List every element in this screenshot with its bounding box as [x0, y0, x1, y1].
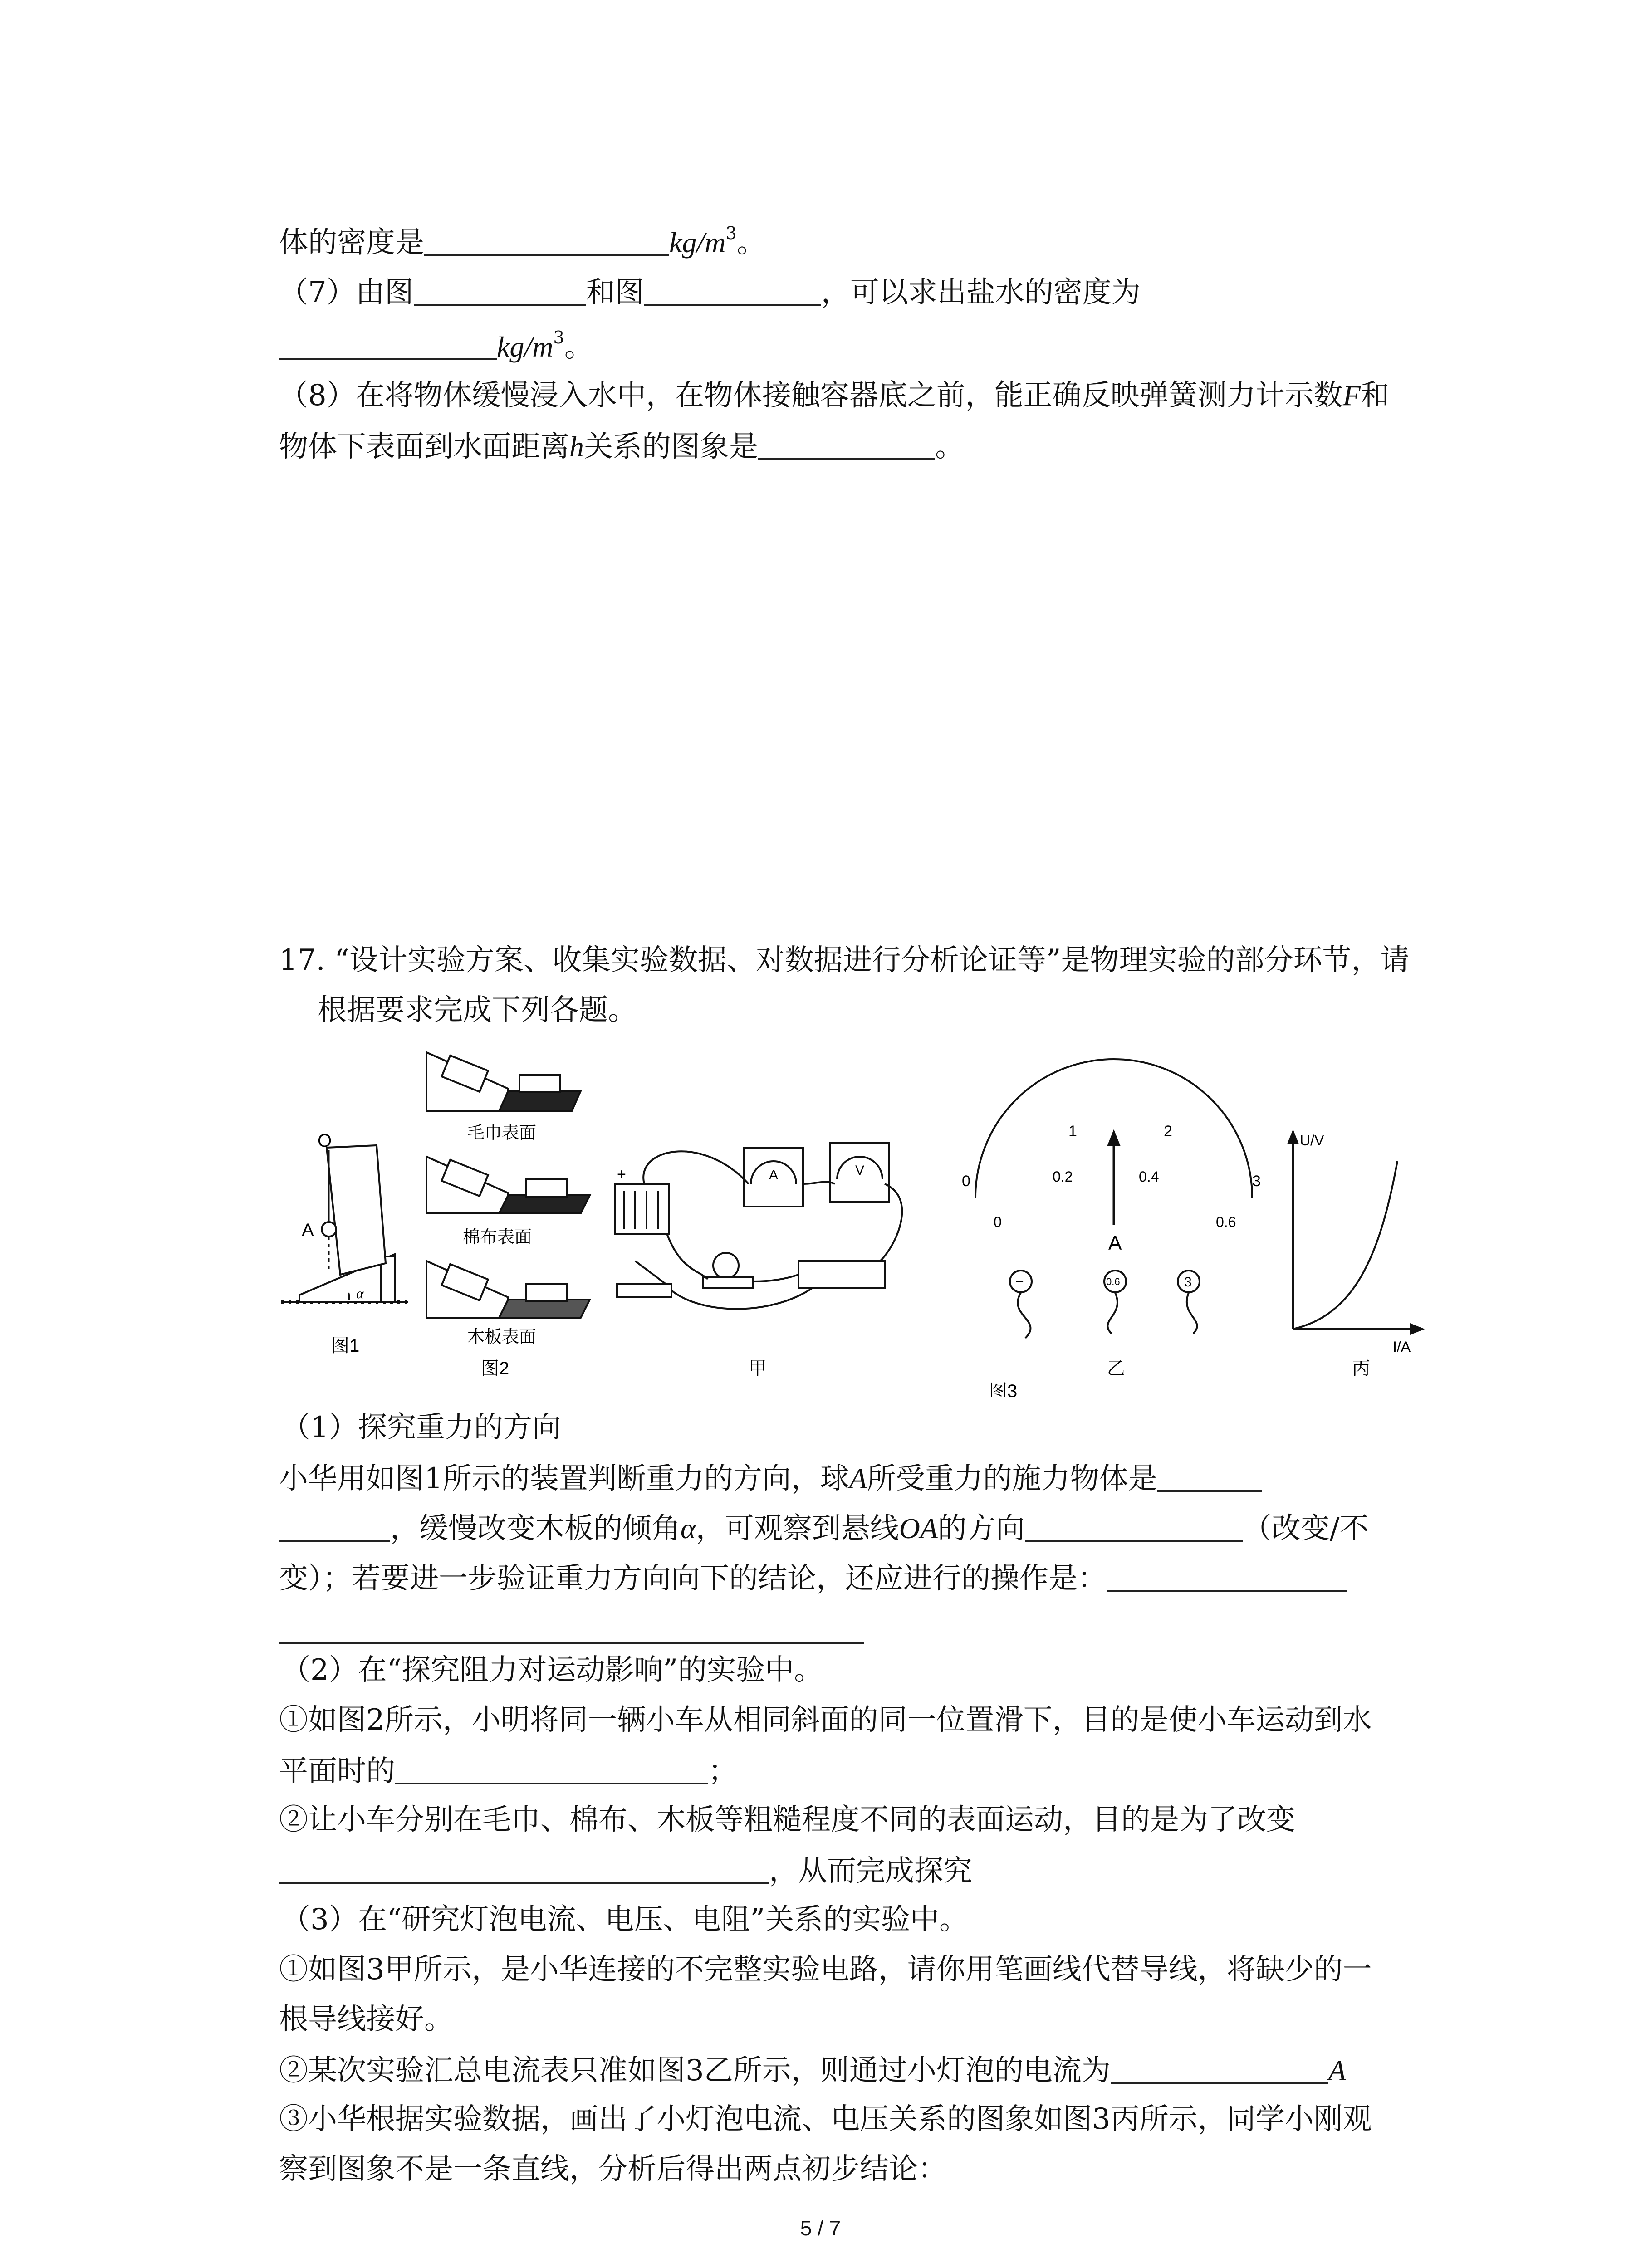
- s3-line-e: [279, 2152, 947, 2186]
- s2-line-c: [279, 1803, 1295, 1837]
- text: 17. “设计实验方案、收集实验数据、对数据进行分析论证等”是物理实验的部分环节，请: [279, 943, 1410, 977]
- text: 体的密度是: [279, 226, 424, 259]
- var-A: A: [849, 1462, 867, 1495]
- unit-sup: 3: [553, 327, 564, 348]
- blank-salt-density[interactable]: [279, 331, 497, 360]
- battery-plus: +: [617, 1166, 626, 1183]
- s3-line-d: [279, 2102, 1372, 2136]
- blank-force-source-cont[interactable]: [279, 1513, 390, 1542]
- blank-same-speed[interactable]: [395, 1755, 708, 1784]
- scale-top-1: 1: [1068, 1123, 1077, 1140]
- ammeter-scale: [975, 1059, 1252, 1338]
- text: 和: [1360, 379, 1390, 412]
- fig1-A: A: [302, 1220, 314, 1240]
- text: （3）在“研究灯泡电流、电压、电阻”关系的实验中。: [281, 1903, 969, 1936]
- text: 。: [564, 330, 593, 364]
- text: （1）探究重力的方向: [281, 1411, 561, 1444]
- s3-line-c: [279, 2055, 1346, 2085]
- figure-svg: [272, 1034, 1434, 1397]
- blank-fig-b[interactable]: [644, 277, 821, 306]
- line-q8-cont: [279, 430, 964, 464]
- text: 关系的图象是: [584, 430, 758, 464]
- fig3-label: 图3: [989, 1381, 1018, 1397]
- ui-graph: [1288, 1132, 1422, 1334]
- text: 的方向: [937, 1512, 1025, 1545]
- terminal-3: 3: [1184, 1275, 1192, 1290]
- blank-change[interactable]: [279, 1855, 769, 1884]
- s3-line-b: [279, 2005, 453, 2034]
- blank-current[interactable]: [1111, 2055, 1328, 2084]
- s1-line-a: [279, 1462, 1262, 1496]
- q17-title: [279, 943, 1410, 977]
- text: 物体下表面到水面距离: [279, 430, 569, 464]
- fig3-jia: 甲: [749, 1359, 767, 1378]
- terminal-06: 0.6: [1106, 1276, 1120, 1287]
- text: 平面时的: [279, 1755, 395, 1788]
- s3-title: [281, 1905, 968, 1934]
- text: 和图: [586, 276, 644, 309]
- surface-wood: 木板表面: [467, 1328, 537, 1347]
- fig2-ramps: [426, 1052, 590, 1318]
- blank-density[interactable]: [424, 227, 669, 256]
- scale-top-3: 3: [1252, 1173, 1261, 1190]
- line-q7-cont: [279, 327, 593, 364]
- scale-top-2: 2: [1164, 1123, 1172, 1140]
- experiment-figure: [272, 1034, 1434, 1397]
- fig1-O: O: [318, 1131, 332, 1151]
- var-OA: OA: [899, 1512, 938, 1545]
- text: （2）在“探究阻力对运动影响”的实验中。: [281, 1653, 823, 1687]
- text: 。: [736, 226, 766, 259]
- text: （8）在将物体缓慢浸入水中，在物体接触容器底之前，能正确反映弹簧测力计示数: [279, 379, 1343, 412]
- fig1-alpha: α: [356, 1285, 364, 1301]
- blank-fig-a[interactable]: [414, 277, 586, 306]
- fig2-label: 图2: [481, 1359, 509, 1378]
- ammeter-unit: A: [1108, 1232, 1122, 1254]
- unit-sup: 3: [725, 223, 737, 244]
- text: ，可以求出盐水的密度为: [821, 276, 1141, 309]
- text: ，缓慢改变木板的倾角: [390, 1512, 681, 1545]
- s1-title: [281, 1413, 561, 1442]
- s1-line-c: [279, 1563, 1347, 1593]
- line-q7: [279, 277, 1141, 307]
- terminal-minus: −: [1015, 1273, 1024, 1290]
- text: ，可观察到悬线: [696, 1512, 899, 1545]
- ammeter-symbol: A: [769, 1168, 779, 1183]
- text: 变）；若要进一步验证重力方向向下的结论，还应进行的操作是：: [279, 1562, 1107, 1595]
- text: ，从而完成探究: [769, 1854, 972, 1888]
- scale-top-0: 0: [962, 1173, 970, 1190]
- text: 根导线接好。: [279, 2003, 453, 2036]
- scale-bottom-0: 0: [994, 1214, 1002, 1230]
- scale-bottom-02: 0.2: [1053, 1168, 1073, 1185]
- fig3-yi: 乙: [1107, 1359, 1125, 1378]
- s2-line-a: [279, 1703, 1372, 1737]
- line-density-answer: [279, 223, 766, 259]
- unit: kg/m: [669, 226, 726, 259]
- text: ②某次实验汇总电流表只准如图3乙所示，则通过小灯泡的电流为: [279, 2054, 1111, 2087]
- unit-A: A: [1328, 2054, 1346, 2087]
- text: （改变/不: [1242, 1512, 1369, 1545]
- voltmeter-symbol: V: [855, 1163, 865, 1178]
- var-alpha: α: [681, 1512, 696, 1545]
- blank-force-source[interactable]: [1157, 1463, 1262, 1492]
- blank-direction[interactable]: [1025, 1513, 1243, 1542]
- s2-title: [281, 1653, 823, 1687]
- blank-graph[interactable]: [758, 431, 935, 460]
- surface-towel: 毛巾表面: [467, 1124, 537, 1143]
- text: （7）由图: [279, 276, 414, 309]
- s1-line-b: [279, 1513, 1368, 1543]
- scale-bottom-06: 0.6: [1216, 1214, 1236, 1230]
- text: ③小华根据实验数据，画出了小灯泡电流、电压关系的图象如图3丙所示，同学小刚观: [279, 2102, 1372, 2136]
- s3-line-a: [279, 1955, 1372, 1984]
- fig1-apparatus: [281, 1145, 408, 1302]
- var-h: h: [569, 430, 584, 463]
- blank-operation[interactable]: [1107, 1563, 1347, 1592]
- s2-line-b: [279, 1755, 737, 1786]
- blank-operation-cont[interactable]: [279, 1642, 864, 1644]
- s2-line-d: [279, 1855, 972, 1886]
- text: 察到图象不是一条直线，分析后得出两点初步结论：: [279, 2152, 947, 2186]
- text: ；: [708, 1755, 737, 1788]
- text: ②让小车分别在毛巾、棉布、木板等粗糙程度不同的表面运动，目的是为了改变: [279, 1803, 1295, 1837]
- surface-cotton: 棉布表面: [463, 1228, 532, 1247]
- q17-title-cont: [318, 993, 637, 1027]
- text: 所受重力的施力物体是: [867, 1462, 1157, 1496]
- page-number: 5 / 7: [800, 2216, 841, 2240]
- unit: kg/m: [497, 331, 554, 363]
- line-q8: [279, 381, 1390, 410]
- text: 小华用如图1所示的装置判断重力的方向，球: [279, 1462, 849, 1496]
- text: 根据要求完成下列各题。: [318, 993, 637, 1027]
- text: ①如图3甲所示，是小华连接的不完整实验电路，请你用笔画线代替导线，将缺少的一: [279, 1953, 1372, 1986]
- fig1-label: 图1: [331, 1336, 360, 1356]
- text: 。: [935, 430, 964, 464]
- axis-y-label: U/V: [1300, 1132, 1324, 1149]
- axis-x-label: I/A: [1393, 1339, 1411, 1355]
- var-F: F: [1342, 379, 1361, 411]
- scale-bottom-04: 0.4: [1139, 1168, 1159, 1185]
- text: ①如图2所示，小明将同一辆小车从相同斜面的同一位置滑下，目的是使小车运动到水: [279, 1703, 1372, 1737]
- fig3-bing: 丙: [1352, 1359, 1370, 1378]
